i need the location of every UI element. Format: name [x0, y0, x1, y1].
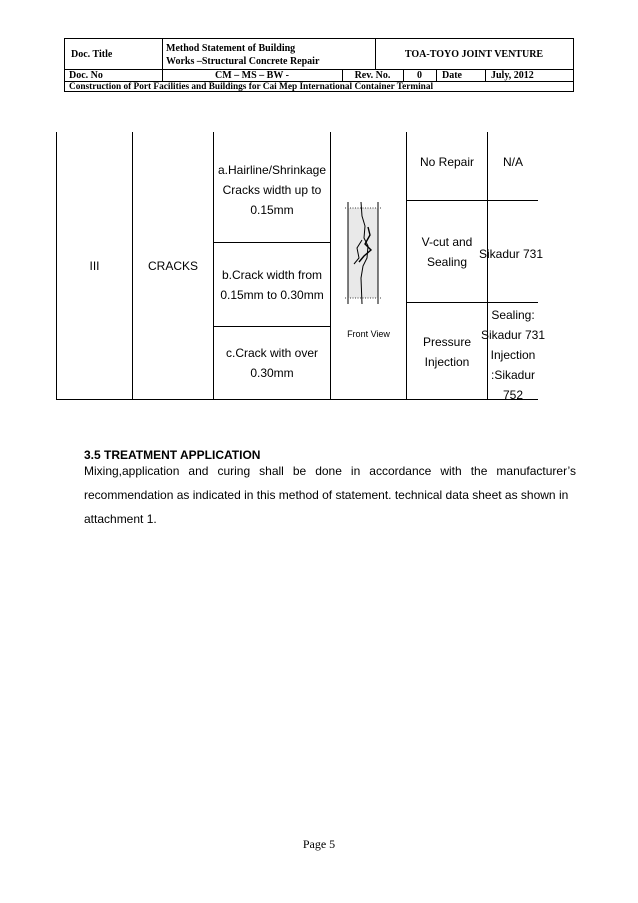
description-line: b.Crack width from	[221, 268, 323, 282]
section-paragraph: Mixing,application and curing shall be done in accordance with the manufacturer’s recommendation as indicated in this method of statement. technical data sheet as shown in	[84, 464, 576, 502]
section-paragraph-end: attachment 1.	[84, 512, 157, 526]
repair-material	[480, 305, 546, 405]
header-divider	[375, 39, 376, 70]
case-description	[214, 265, 330, 305]
header-rule	[65, 81, 573, 82]
project-name: Construction of Port Facilities and Buildings for Cai Mep International Container Terminal	[69, 81, 434, 92]
crack-sketch	[331, 132, 406, 400]
repair-material	[488, 152, 538, 172]
material-line: Sealing:	[491, 308, 535, 322]
method-line: Injection	[424, 355, 470, 369]
material-line: N/A	[502, 155, 523, 169]
crack-front-view-figure	[331, 132, 406, 400]
method-line: Pressure	[422, 335, 472, 349]
header-divider	[162, 39, 163, 81]
description-line: Cracks width up to	[222, 183, 322, 197]
header-divider	[485, 70, 486, 81]
company-name: TOA-TOYO JOINT VENTURE	[404, 49, 544, 60]
header-divider	[403, 70, 404, 81]
repair-material	[478, 244, 544, 264]
header-divider	[436, 70, 437, 81]
method-line: Sealing	[426, 255, 468, 269]
doc-no-label: Doc. No	[69, 70, 103, 81]
material-line: Sikadur 731	[478, 247, 544, 261]
page-number: Page 5	[302, 837, 336, 851]
doc-no-value: CM – MS – BW -	[215, 70, 289, 81]
description-line: 0.15mm to 0.30mm	[220, 288, 324, 302]
table-border	[213, 242, 330, 243]
repair-method	[407, 332, 487, 372]
table-border	[213, 326, 330, 327]
case-description	[214, 343, 330, 383]
rev-no-value: 0	[417, 70, 422, 81]
header-divider	[342, 70, 343, 81]
rev-no-label: Rev. No.	[354, 70, 391, 81]
material-line: Injection	[490, 348, 536, 362]
doc-title-line1: Method Statement of Building	[166, 42, 296, 54]
repair-method-table	[56, 132, 546, 402]
repair-method	[407, 232, 487, 272]
table-border	[406, 200, 538, 201]
date-label: Date	[442, 70, 462, 81]
description-line: 0.15mm	[250, 203, 294, 217]
material-line: Sikadur 731	[480, 328, 546, 342]
description-line: a.Hairline/Shrinkage	[217, 163, 327, 177]
defect-type: CRACKS	[147, 259, 198, 273]
method-line: No Repair	[419, 155, 475, 169]
header-rule	[65, 69, 573, 70]
description-line: 0.30mm	[250, 366, 294, 380]
document-header	[64, 38, 574, 92]
item-number: III	[89, 259, 100, 273]
material-line: 752	[502, 388, 524, 402]
date-value: July, 2012	[491, 70, 534, 81]
description-line: c.Crack with over	[225, 346, 319, 360]
material-line: :Sikadur	[490, 368, 536, 382]
table-border	[406, 302, 538, 303]
doc-title-line2: Works –Structural Concrete Repair	[166, 55, 320, 67]
doc-title-label: Doc. Title	[71, 49, 113, 60]
repair-method	[407, 152, 487, 172]
figure-caption: Front View	[347, 329, 390, 339]
section-heading: 3.5 TREATMENT APPLICATION	[84, 448, 261, 462]
case-description	[214, 160, 330, 220]
doc-title-value	[162, 39, 375, 70]
method-line: V-cut and	[421, 235, 473, 249]
